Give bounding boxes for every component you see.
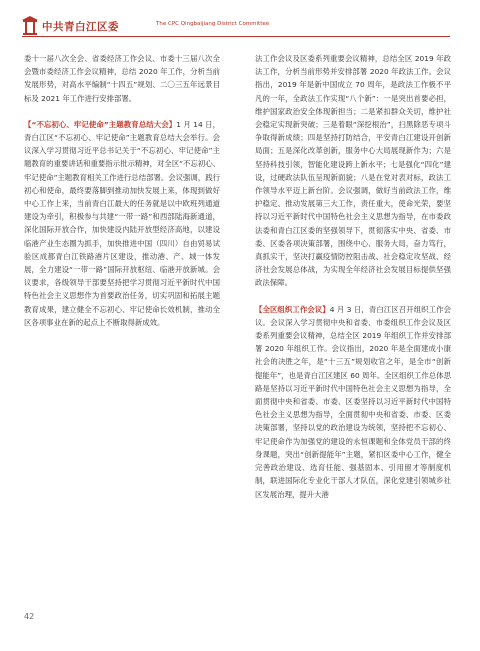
pavilion-logo-icon: [22, 16, 38, 36]
paragraph: 委十一届八次全会、省委经济工作会议、市委十三届八次全会暨市委经济工作会议精神，总结 2020 年工作，分析当前发展形势，对高水平编制“十四五”规划、二〇三五年远景目标及 2021 年工作进行安排部署。: [24, 54, 220, 103]
paragraph-body: 1 月 14 日，青白江区“不忘初心、牢记使命”主题教育总结大会举行。会议深入学习贯彻习近平总书记关于“不忘初心、牢记使命”主题教育的重要讲话和重要指示批示精神，对全区“不忘初心、牢记使命”主题教育相关工作进行总结部署。会议强调，践行初心和使命，最终要落脚到推动加快发展上来，体现到做好中心工作上来，当前青白江最大的任务就是以中欧班列通道建设为牵引，积极参与共建“一带一路”和西部陆海新通道，深化国际开放合作，加快建设内陆开放型经济高地，以建设临港产业生态圈为抓手，加快推进中国（四川）自由贸易试验区成都青白江铁路港片区建设，推动港、产、城一体发展，全力建设“一带一路”国际开放枢纽、临港开放新城。会议要求，各级领导干部要坚持把学习贯彻习近平新时代中国特色社会主义思想作为首要政治任务，切实巩固和拓展主题教育成果，建立健全不忘初心、牢记使命长效机制，推动全区各项事业在新的起点上不断取得新成效。: [24, 119, 221, 327]
right-column: [255, 52, 451, 514]
paragraph: [255, 303, 451, 501]
header-rule: [22, 36, 450, 37]
paragraph: 法工作会议及区委系列重要会议精神，总结全区 2019 年政法工作，分析当前形势并安排部署 2020 年政法工作。会议指出，2019 年是新中国成立 70 周年，是政法工作极不平凡的一年，全政法工作实现“八个新”：一是突出首要必担，维护国家政治安全体现新担当；二是紧扣群众关切，维护社会稳定实现新突破；三是着眼“深挖根治”，扫黑除恶专项斗争取得新成绩；四是坚持打防结合，平安青白江建设开创新局面；五是深化改革创新，服务中心大局展现新作为；六是坚持科技引领，智能化建设跨上新水平；七是强化“四化”建设，过硬政法队伍呈现新面貌；八是在党对表对标，政法工作领导水平迈上新台阶。会议强调，做好当前政法工作，维护稳定、推动发展第三大工作，责任重大，使命光荣，要坚持以习近平新时代中国特色社会主义思想为指导，在市委政法委和青白江区委的坚强领导下，贯彻落实中央、省委、市委、区委各项决策部署，围绕中心、服务大局，奋力笃行，真抓实干，坚决打赢疫情防控阻击战、社会稳定攻坚战、经济社会发展总体战，为实现全年经济社会发展目标提供坚强政法保障。: [255, 54, 451, 288]
page-number: 42: [24, 612, 35, 621]
paragraph-body: 4 月 3 日，青白江区召开组织工作会议。会议深入学习贯彻中央和省委、市委组织工作会议及区委系列重要会议精神，总结全区 2019 年组织工作并安排部署 2020 年组织工作。会议指出，2020 年是全面建成小康社会的决胜之年，是“十三五”规划收官之年，是全市“创新提能年”，也是青白江区建区 60 周年。全区组织工作总体思路是坚持以习近平新时代中国特色社会主义思想为指导，全面贯彻中央和省委、市委、区委坚持以习近平新时代中国特色社会主义思想为指导，全面贯彻中央和省委、市委、区委决策部署，坚持以党的政治建设为统领，坚持把不忘初心、牢记使命作为加强党的建设的永恒课题和全体党员干部的终身课题，突出“创新提能年”主题，紧扣区委中心工作，健全完善政治建设、选育任能、强基固本、引用留才等制度机制，联进国际化专业化干部人才队伍，深化党建引领城乡社区发展治理，提升大港: [255, 304, 451, 499]
section-heading: 【“不忘初心、牢记使命”主题教育总结大会】: [24, 119, 177, 129]
page-header: [22, 16, 450, 38]
paragraph: [24, 118, 220, 329]
section-heading: 【全区组织工作会议】: [255, 304, 330, 314]
left-column: [24, 52, 220, 342]
section-title: 中共青白江区委: [42, 21, 119, 33]
section-subtitle: The CPC Qingbaijiang District Committee: [156, 21, 270, 27]
